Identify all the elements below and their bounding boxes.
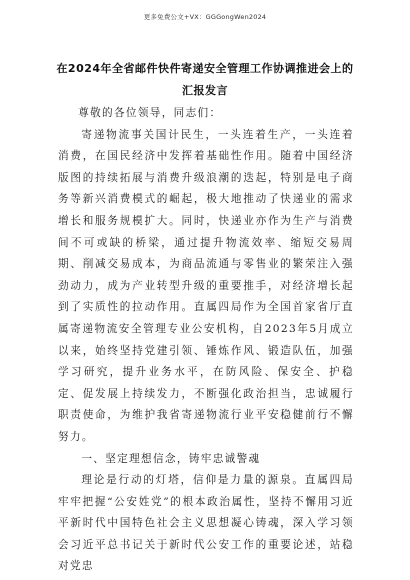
section-paragraph: 理论是行动的灯塔，信仰是力量的源泉。直属四局牢牢把握“公安姓党”的根本政治属性，坚持不懈用习近平新时代中国特色社会主义思想凝心铸魂，深入学习领会习近平总书记关于新时代公安工作的重要论述，站稳对党忠 — [58, 474, 354, 573]
body-paragraph: 寄递物流事关国计民生，一头连着生产，一头连着消费，在国民经济中发挥着基础性作用。随着中国经济版图的持续拓展与消费升级浪潮的迭起，特别是电子商务等新兴消费模式的崛起，极大地推动了快递业的需求增长和服务规模扩大。同时，快递业亦作为生产与消费间不可或缺的桥梁，通过提升物流效率、缩短交易周期、削减交易成本，为商品流通与零售业的繁荣注入强劲动力，成为产业转型升级的重要推手，对经济增长起到了实质性的拉动作用。直属四局作为全国首家省厅直属寄递物流安全管理专业公安机构，自2023年5月成立以来，始终坚持党建引领、锤炼作风、锻造队伍，加强学习研究，提升业务水平，在防风险、保安全、护稳定、促发展上持续发力，不断强化政治担当，忠诚履行职责使命，为维护我省寄递物流行业平安稳健前行不懈努力。 — [58, 128, 354, 443]
header-note: 更多免费公文+VX：GGGongWen2024 — [143, 13, 267, 21]
salutation: 尊敬的各位领导，同志们： — [78, 107, 222, 119]
document-body — [58, 103, 354, 578]
section-heading: 一、坚定理想信念，铸牢忠诚警魂 — [81, 452, 261, 465]
document-title-line-1: 在2024年全省邮件快件寄递安全管理工作协调推进会上的 — [56, 62, 354, 75]
document-title-line-2: 汇报发言 — [182, 84, 228, 97]
